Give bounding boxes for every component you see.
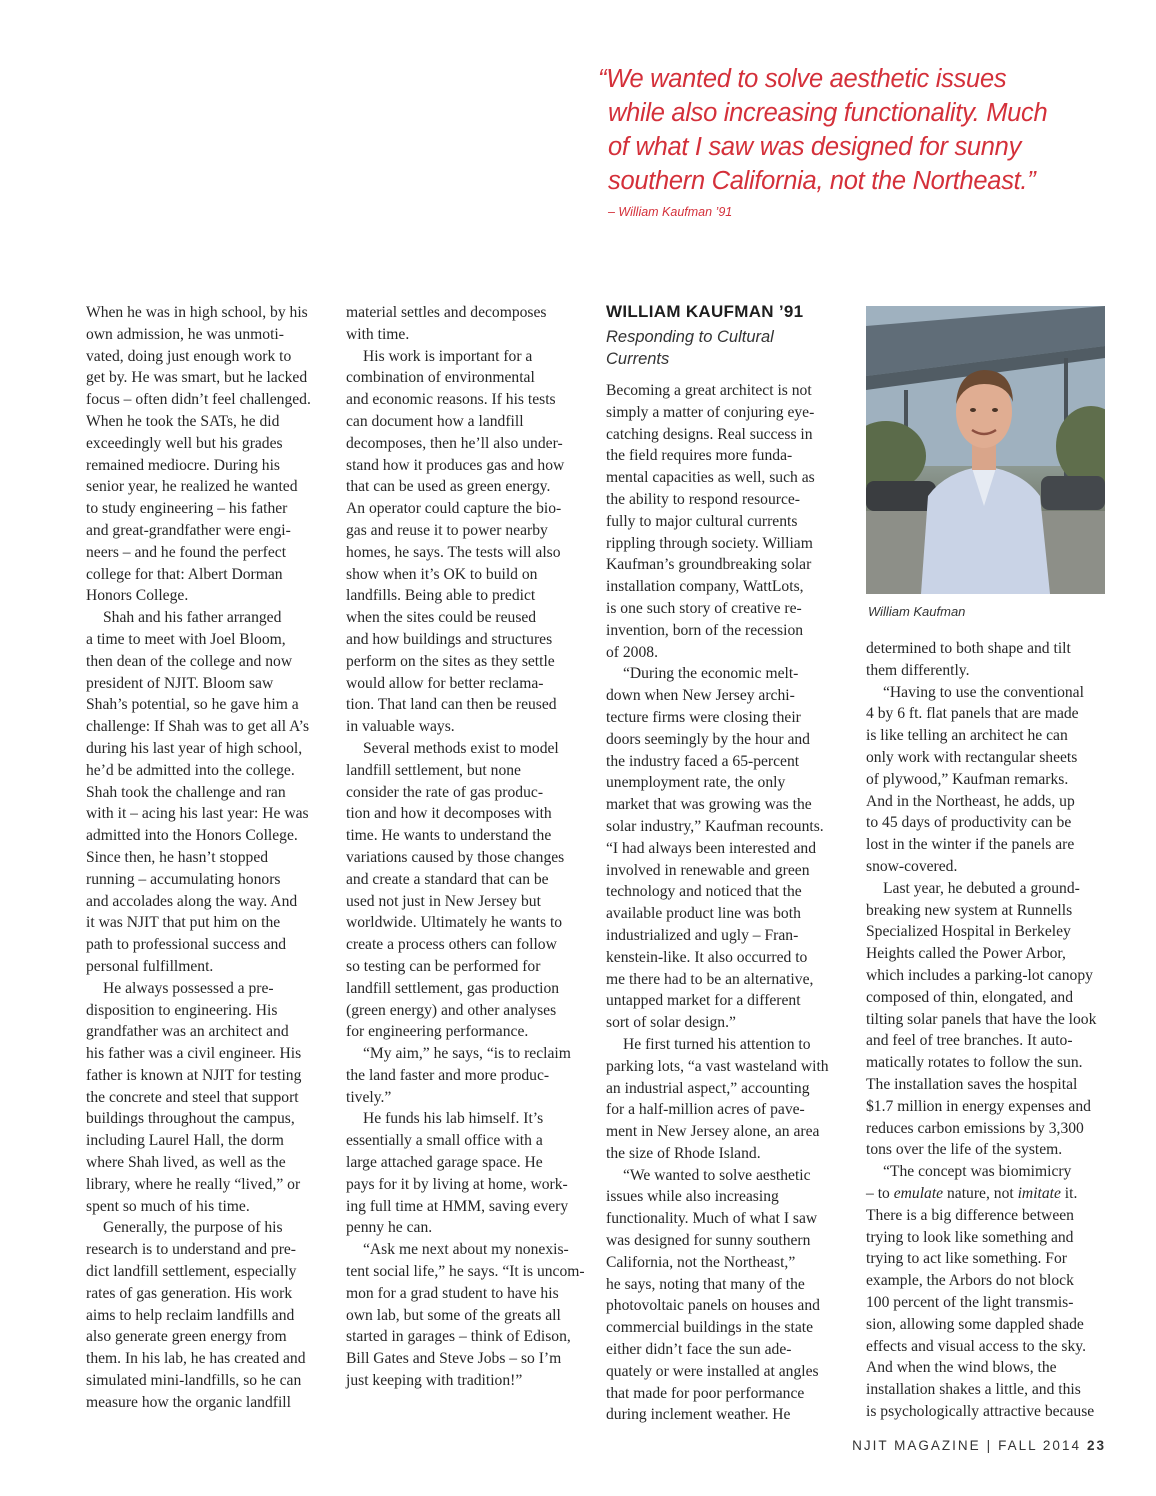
- paragraph: Generally, the purpose of his research is to understand and pre- dict landfill settlement, especially rates of gas generation. His work aims to help reclaim landfills and also generate green energy from them. In his lab, he has created and simulated mini-landfills, so he can measure how the organic landfill: [86, 1219, 306, 1411]
- photo-caption: William Kaufman: [868, 604, 966, 619]
- emphasis: imitate: [1017, 1184, 1061, 1202]
- article-column-2: [346, 302, 586, 1392]
- portrait-illustration: [866, 306, 1105, 594]
- pull-quote: [598, 62, 1058, 198]
- paragraph: “My aim,” he says, “is to reclaim the land faster and more produc- tively.”: [346, 1045, 571, 1106]
- paragraph: [866, 1161, 1106, 1423]
- paragraph: “We wanted to solve aesthetic issues while also increasing functionality. Much of what I saw was designed for sunny southern California, not the Northeast,” he says, noting that many of the photovoltaic panels on houses and commercial buildings in the state either didn’t face the sun ade- quately or were installed at angles that made for poor performance during inclement weather. He: [606, 1166, 820, 1424]
- portrait-photo: [866, 306, 1105, 594]
- article-column-4: [866, 638, 1106, 1423]
- paragraph: material settles and decomposes with time.: [346, 304, 547, 343]
- page-number: 23: [1086, 1438, 1106, 1453]
- section-title: WILLIAM KAUFMAN ’91: [606, 302, 804, 321]
- text-run: nature, not: [943, 1184, 1018, 1202]
- paragraph: His work is important for a combination of environmental and economic reasons. If his tests can document how a landfill decomposes, then he’ll also under- stand how it produces gas and how that can be used as green energy. An operator could capture the bio- gas and reuse it to power nearby homes, he says. The tests will also show when it’s OK to build on landfills. Being able to predict when the sites could be reused and how buildings and structures perform on the sites as they settle would allow for better reclama- tion. That land can then be reused in valuable ways.: [346, 347, 565, 736]
- paragraph: Several methods exist to model landfill settlement, but none consider the rate of gas produc- tion and how it decomposes with time. He wants to understand the variations caused by those changes and create a standard that can be used not just in New Jersey but worldwide. Ultimately he wants to create a process others can follow so testing can be performed for landfill settlement, gas production (green energy) and other analyses for engineering performance.: [346, 739, 565, 1041]
- paragraph: When he was in high school, by his own admission, he was unmoti- vated, doing just enough work to get by. He was smart, but he lacked focus – often didn’t feel challenged. When he took the SATs, he did exceedingly well but his grades remained mediocre. During his senior year, he realized he wanted to study engineering – his father and great-grandfather were engi- neers – and he found the perfect college for that: Albert Dorman Honors College.: [86, 304, 311, 605]
- paragraph: “Ask me next about my nonexis- tent social life,” he says. “It is uncom- mon for a grad student to have his own lab, but some of the greats all started in garages – think of Edison, Bill Gates and Steve Jobs – so I’m just keeping with tradition!”: [346, 1241, 585, 1390]
- paragraph: He first turned his attention to parking lots, “a vast wasteland with an industrial aspect,” accounting for a half-million acres of pave- ment in New Jersey alone, an area the size of Rhode Island.: [606, 1035, 829, 1162]
- footer-separator: |: [986, 1438, 993, 1453]
- paragraph: determined to both shape and tilt them differently.: [866, 640, 1071, 679]
- paragraph: He funds his lab himself. It’s essentially a small office with a large attached garage space. He pays for it by living at home, work- ing full time at HMM, saving every penny he can.: [346, 1110, 569, 1237]
- pull-quote-attribution: – William Kaufman ’91: [608, 205, 733, 219]
- paragraph: Becoming a great architect is not simply a matter of conjuring eye- catching designs. Real success in the field requires more funda- mental capacities as well, such as the ability to respond resource- fully to major cultural currents rippling through society. William Kaufman’s groundbreaking solar installation company, WattLots, is one such story of creative re- invention, born of the recession of 2008.: [606, 382, 815, 661]
- paragraph: “Having to use the conventional 4 by 6 ft. flat panels that are made is like telling an architect he can only work with rectangular sheets of plywood,” Kaufman remarks. And in the Northeast, he adds, up to 45 days of productivity can be lost in the winter if the panels are snow-covered.: [866, 683, 1084, 875]
- paragraph: He always possessed a pre- disposition to engineering. His grandfather was an architect and his father was a civil engineer. His father is known at NJIT for testing the concrete and steel that support buildings throughout the campus, including Laurel Hall, the dorm where Shah lived, as well as the library, where he really “lived,” or spent so much of his time.: [86, 979, 302, 1215]
- text-run: “The concept was biomimicry – to: [866, 1163, 1072, 1202]
- article-column-1: [86, 302, 326, 1414]
- paragraph: “During the economic melt- down when New Jersey archi- tecture firms were closing their doors seemingly by the hour and the industry faced a 65-percent unemployment rate, the only market that was growing was the solar industry,” Kaufman recounts. “I had always been interested and involved in renewable and green technology and noticed that the available product line was both industrialized and ugly – Fran- kenstein-like. It also occurred to me there had to be an alternative, untapped market for a different sort of solar design.”: [606, 665, 824, 1032]
- section-subtitle: Responding to Cultural Currents: [606, 328, 774, 368]
- magazine-name: NJIT MAGAZINE: [852, 1438, 981, 1453]
- pull-quote-text: “We wanted to solve aesthetic issues while also increasing functionality. Much of what I saw was designed for sunny southern California, not the Northeast.”: [598, 65, 1048, 195]
- paragraph: Last year, he debuted a ground- breaking new system at Runnells Specialized Hospital in Berkeley Heights called the Power Arbor, which includes a parking-lot canopy composed of thin, elongated, and tilting solar panels that have the look and feel of tree branches. It auto- matically rotates to follow the sun. The installation saves the hospital $1.7 million in energy expenses and reduces carbon emissions by 3,300 tons over the life of the system.: [866, 879, 1097, 1159]
- issue-label: FALL 2014: [998, 1438, 1081, 1453]
- text-run: it. There is a big difference between trying to look like something and trying to act like something. For example, the Arbors do not block 100 percent of the light transmis- sion, allowing some dappled shade effects and visual access to the sky. And when the wind blows, the installation shakes a little, and this is psychologically attractive because: [866, 1184, 1095, 1420]
- article-column-3: [606, 380, 846, 1426]
- paragraph: Shah and his father arranged a time to meet with Joel Bloom, then dean of the college and now president of NJIT. Bloom saw Shah’s potential, so he gave him a challenge: If Shah was to get all A’s during his last year of high school, he’d be admitted into the college. Shah took the challenge and ran with it – acing his last year: He was admitted into the Honors College. Since then, he hasn’t stopped running – accumulating honors and accolades along the way. And it was NJIT that put him on the path to professional success and personal fulfillment.: [86, 609, 310, 975]
- page-footer: [826, 1438, 1106, 1453]
- emphasis: emulate: [893, 1184, 944, 1202]
